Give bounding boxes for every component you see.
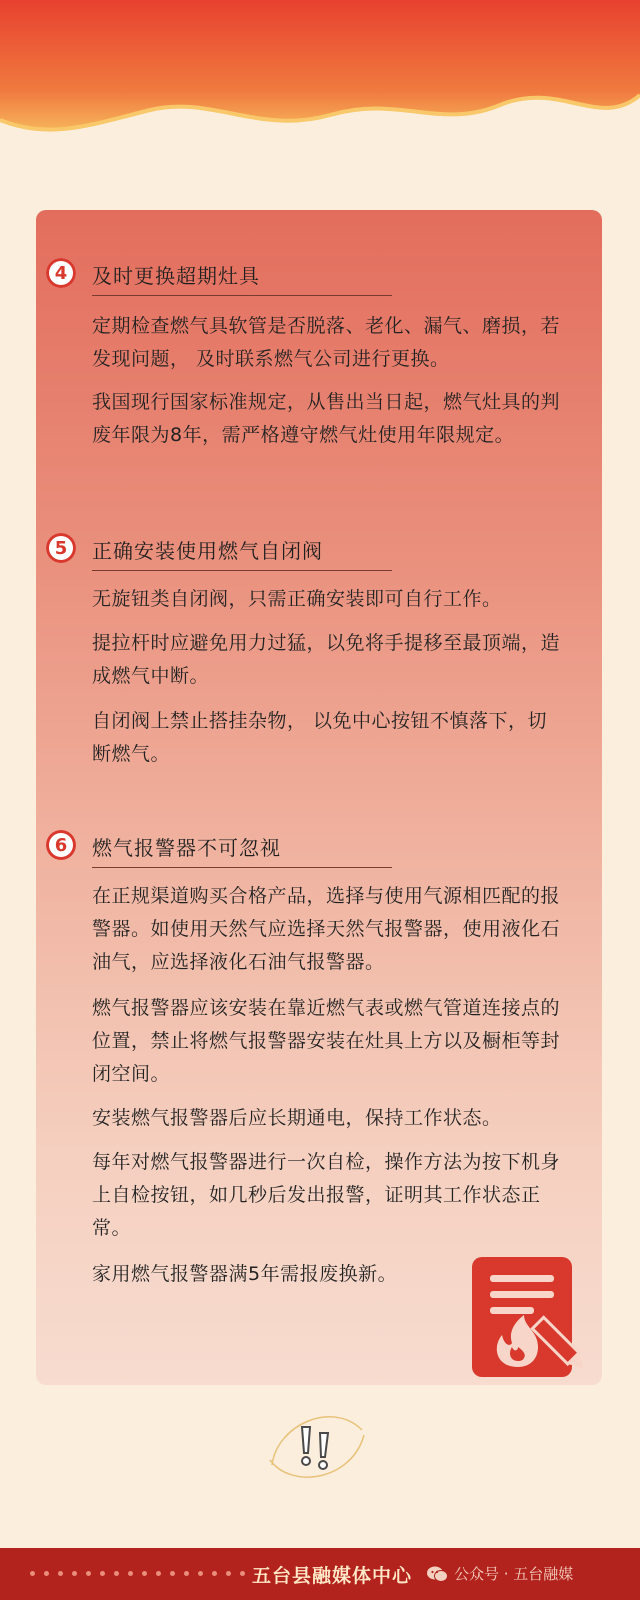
exclamation-icon	[262, 1405, 372, 1485]
section-number-badge: 5	[46, 533, 76, 563]
paragraph: 我国现行国家标准规定，从售出当日起，燃气灶具的判废年限为8年，需严格遵守燃气灶使用年限规定。	[92, 391, 561, 446]
paragraph: 家用燃气报警器满5年需报废换新。	[92, 1263, 398, 1285]
content-card	[36, 210, 602, 1385]
wechat-icon	[426, 1565, 448, 1583]
section-number-badge: 6	[46, 830, 76, 860]
paragraph: 在正规渠道购买合格产品，选择与使用气源相匹配的报警器。如使用天然气应选择天然气报警器，使用液化石油气，应选择液化石油气报警器。	[92, 885, 561, 973]
section-title: 正确安装使用燃气自闭阀	[92, 535, 392, 571]
document-fire-icon	[468, 1255, 598, 1385]
footer-dots	[30, 1571, 245, 1576]
section-number-badge: 4	[46, 258, 76, 288]
watermark-text: 公众号 · 五台融媒	[454, 1565, 574, 1583]
paragraph: 提拉杆时应避免用力过猛，以免将手提移至最顶端，造成燃气中断。	[92, 632, 561, 687]
paragraph: 安装燃气报警器后应长期通电，保持工作状态。	[92, 1107, 502, 1129]
footer-organization: 五台县融媒体中心	[252, 1565, 413, 1587]
paragraph: 定期检查燃气具软管是否脱落、老化、漏气、磨损，若发现问题， 及时联系燃气公司进行更换。	[92, 315, 561, 370]
footer-watermark	[426, 1563, 573, 1584]
paragraph: 自闭阀上禁止搭挂杂物， 以免中心按钮不慎落下，切断燃气。	[92, 710, 548, 765]
section-title: 及时更换超期灶具	[92, 260, 392, 296]
footer-bar	[0, 1548, 640, 1600]
paragraph: 无旋钮类自闭阀，只需正确安装即可自行工作。	[92, 588, 502, 610]
paragraph: 燃气报警器应该安装在靠近燃气表或燃气管道连接点的位置，禁止将燃气报警器安装在灶具上方以及橱柜等封闭空间。	[92, 997, 561, 1085]
paragraph: 每年对燃气报警器进行一次自检，操作方法为按下机身上自检按钮，如几秒后发出报警，证明其工作状态正常。	[92, 1151, 561, 1239]
section-title: 燃气报警器不可忽视	[92, 832, 392, 868]
top-banner	[0, 0, 640, 150]
